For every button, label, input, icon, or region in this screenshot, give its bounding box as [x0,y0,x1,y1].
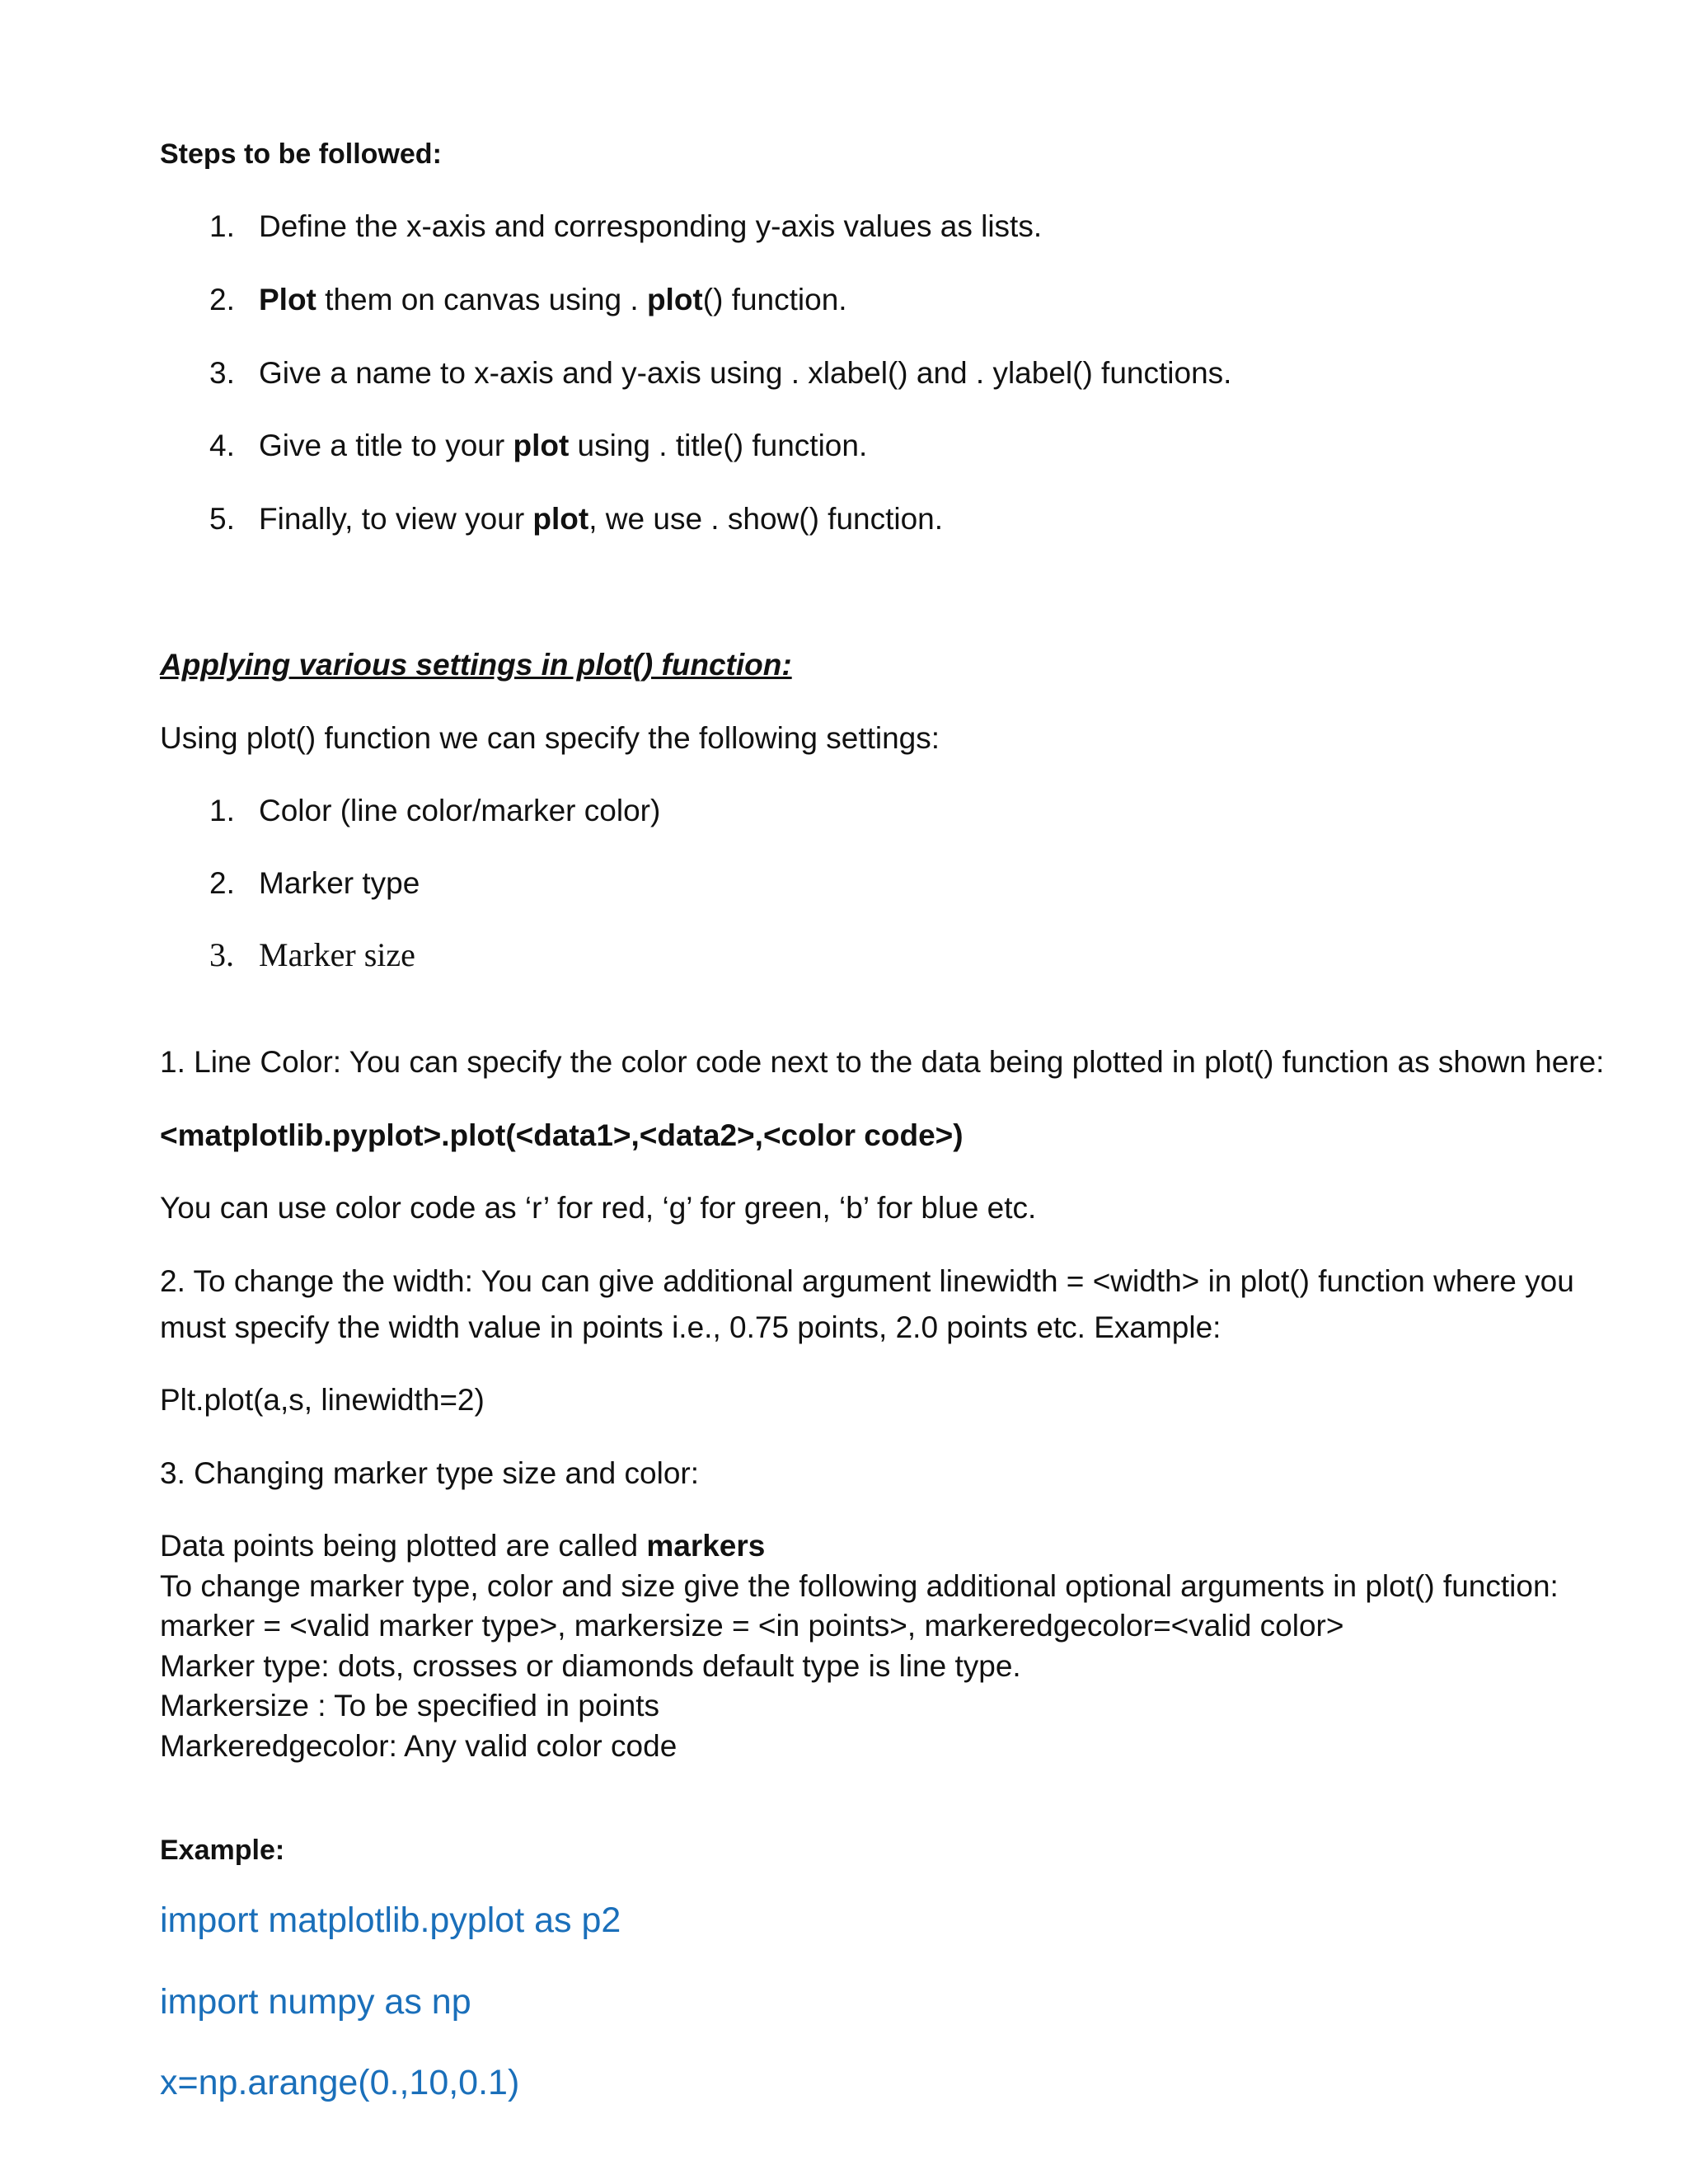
settings-item-color [209,792,660,830]
steps-item [209,281,847,319]
step-text: Give a name to x-axis and y-axis using . xlabel() and . ylabel() functions. [259,356,1232,390]
marker-line2: To change marker type, color and size give the following additional optional arguments in plot() function: [160,1569,1559,1603]
steps-item [209,427,867,465]
list-number: 5. [209,502,235,536]
step-text: , we use . show() function. [588,502,944,536]
settings-heading: Applying various settings in plot() function: [160,648,792,682]
width-paragraph-line1: 2. To change the width: You can give additional argument linewidth = <width> in plot() function where you [160,1264,1574,1298]
code-line: import matplotlib.pyplot as p2 [160,1900,621,1940]
list-number: 3. [209,936,234,973]
steps-item [209,500,943,538]
list-item-text: Marker type [259,866,420,900]
code-line: x=np.arange(0.,10,0.1) [160,2063,520,2102]
list-item-text: Marker size [259,936,415,973]
list-number: 1. [209,209,235,243]
steps-item [209,208,1042,246]
settings-item-marker-type [209,865,420,902]
marker-line1 [160,1527,765,1565]
steps-title: Steps to be followed: [160,138,442,170]
bold-term: Plot [259,283,316,316]
width-example: Plt.plot(a,s, linewidth=2) [160,1383,485,1417]
marker-line6: Markeredgecolor: Any valid color code [160,1729,678,1763]
marker-heading: 3. Changing marker type size and color: [160,1456,700,1490]
marker-line4: Marker type: dots, crosses or diamonds default type is line type. [160,1649,1021,1683]
steps-item [209,354,1231,392]
list-number: 4. [209,429,235,462]
step-text: Define the x-axis and corresponding y-axis values as lists. [259,209,1043,243]
list-number: 2. [209,866,235,900]
list-number: 3. [209,356,235,390]
width-paragraph-line2: must specify the width value in points i.e., 0.75 points, 2.0 points etc. Example: [160,1310,1221,1344]
step-text: () function. [702,283,847,316]
step-text: them on canvas using . [316,283,647,316]
list-item-text: Color (line color/marker color) [259,794,661,827]
bold-term: plot [646,283,703,316]
markers-term: markers [646,1529,766,1563]
settings-item-marker-size [209,936,415,974]
bold-term: plot [513,429,570,462]
marker-line1-text: Data points being plotted are called [160,1529,647,1563]
step-text: Finally, to view your [259,502,533,536]
bold-term: plot [532,502,589,536]
list-number: 1. [209,794,235,827]
settings-intro: Using plot() function we can specify the following settings: [160,721,940,755]
step-text: Give a title to your [259,429,513,462]
code-line: import numpy as np [160,1982,471,2022]
line-color-note: You can use color code as ‘r’ for red, ‘g’ for green, ‘b’ for blue etc. [160,1191,1037,1225]
step-text: using . title() function. [569,429,868,462]
marker-line5: Markersize : To be specified in points [160,1689,660,1722]
marker-line3: marker = <valid marker type>, markersize = <in points>, markeredgecolor=<valid color> [160,1609,1344,1643]
list-number: 2. [209,283,235,316]
example-label: Example: [160,1835,285,1866]
line-color-paragraph: 1. Line Color: You can specify the color code next to the data being plotted in plot() function as shown here: [160,1045,1605,1079]
line-color-syntax: <matplotlib.pyplot>.plot(<data1>,<data2>,<color code>) [160,1118,964,1152]
